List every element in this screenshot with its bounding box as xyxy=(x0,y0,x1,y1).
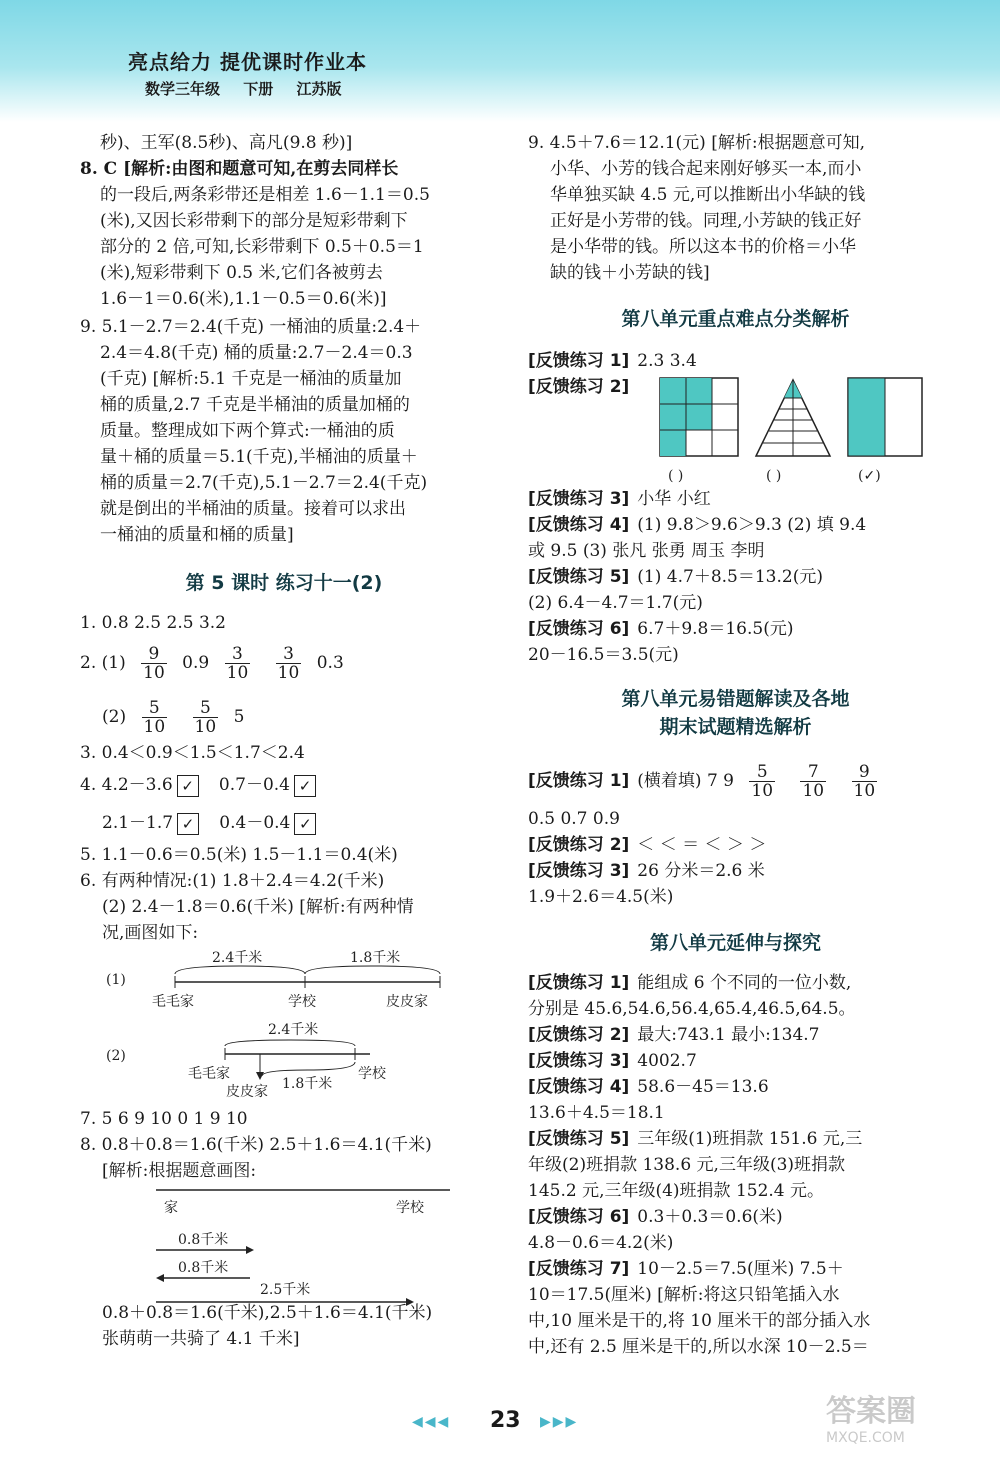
answer-5: 5. 1.1－0.6＝0.5(米) 1.5－1.1＝0.4(米) xyxy=(80,845,398,865)
subtitle-grade: 数学三年级 xyxy=(145,80,221,98)
text-line: (千克) [解析:5.1 千克是一桶油的质量加 xyxy=(100,369,402,389)
subtitle-edition: 江苏版 xyxy=(296,80,342,98)
section-title: 期末试题精选解析 xyxy=(659,716,812,738)
fraction: $\frac{7}{10}$ xyxy=(802,762,825,801)
answer-4-row1: 4. 4.2－3.6 ✓ 0.7－0.4 ✓ xyxy=(80,772,320,798)
section-title: 第八单元延伸与探究 xyxy=(649,932,821,954)
answer-2-part2 xyxy=(102,690,244,744)
text-line: 缺的钱＋小芳缺的钱] xyxy=(550,263,710,283)
svg-text:学校: 学校 xyxy=(396,1200,424,1216)
right-arrows-icon: ▶▶▶ xyxy=(540,1414,579,1430)
answer-1: 1. 0.8 2.5 2.5 3.2 xyxy=(80,613,226,633)
page-header xyxy=(0,0,1000,122)
label: 2. (1) xyxy=(80,653,126,673)
value: 5 xyxy=(233,707,245,727)
text-line: 年级(2)班捐款 138.6 元,三年级(3)班捐款 xyxy=(528,1155,846,1175)
text-line: 正好是小芳带的钱。同理,小芳缺的钱正好 xyxy=(550,211,862,231)
text-line: 质量。整理成如下两个算式:一桶油的质 xyxy=(100,421,395,441)
explore-1: [反馈练习 1] 能组成 6 个不同的一位小数, xyxy=(528,973,852,993)
text-line: 华单独买缺 4.5 元,可以推断出小华缺的钱 xyxy=(550,185,866,205)
section-title: 第八单元重点难点分类解析 xyxy=(621,308,850,330)
text-line: 桶的质量＝2.7(千克),5.1－2.7＝2.4(千克) xyxy=(100,473,428,493)
fraction: $\frac{5}{10}$ xyxy=(143,698,166,737)
label: (2) xyxy=(102,707,127,727)
watermark xyxy=(826,1386,996,1454)
feedback-6: [反馈练习 6] 6.7＋9.8＝16.5(元) xyxy=(528,619,794,639)
text-line: 量＋桶的质量＝5.1(千克),半桶油的质量＋ xyxy=(100,447,418,467)
check-box: ✓ xyxy=(177,775,199,797)
text-line: (米),又因长彩带剩下的部分是短彩带剩下 xyxy=(100,211,408,231)
feedback-5: [反馈练习 5] (1) 4.7＋8.5＝13.2(元) xyxy=(528,567,823,587)
text-line: 桶的质量,2.7 千克是半桶油的质量加桶的 xyxy=(100,395,410,415)
fraction: $\frac{5}{10}$ xyxy=(751,762,774,801)
text-line: 145.2 元,三年级(4)班捐款 152.4 元。 xyxy=(528,1181,825,1201)
svg-text:毛毛家: 毛毛家 xyxy=(188,1066,230,1082)
watermark-url: MXQE.COM xyxy=(826,1430,905,1446)
text-line: 1.6－1＝0.6(米),1.1－0.5＝0.6(米)] xyxy=(100,289,387,309)
text-line: 0.8＋0.8＝1.6(千米),2.5＋1.6＝4.1(千米) xyxy=(102,1303,433,1323)
svg-text:0.8千米: 0.8千米 xyxy=(178,1260,229,1276)
text-line: (2) 6.4－4.7＝1.7(元) xyxy=(528,593,703,613)
book-title: 亮点给力 提优课时作业本 xyxy=(128,50,367,74)
section-title: 第 5 课时 练习十一(2) xyxy=(185,572,383,594)
svg-text:2.4千米: 2.4千米 xyxy=(268,1022,319,1038)
value: 0.3 xyxy=(316,653,344,673)
check-box: ✓ xyxy=(177,813,199,835)
svg-text:学校: 学校 xyxy=(288,994,316,1010)
svg-text:家: 家 xyxy=(164,1200,178,1216)
distance-diagram-2 xyxy=(80,1016,488,1106)
distance-diagram-1 xyxy=(80,944,488,1014)
text-line: 部分的 2 倍,可知,长彩带剩下 0.5＋0.5＝1 xyxy=(100,237,424,257)
text-line: 的一段后,两条彩带还是相差 1.6－1.1＝0.5 xyxy=(100,185,430,205)
text-line: 20－16.5＝3.5(元) xyxy=(528,645,679,665)
feedback-3: [反馈练习 3] 小华 小红 xyxy=(528,489,711,509)
fraction: $\frac{9}{10}$ xyxy=(853,762,876,801)
svg-text:( ): ( ) xyxy=(766,468,782,484)
fraction: $\frac{9}{10}$ xyxy=(143,644,165,683)
feedback-4: [反馈练习 4] (1) 9.8＞9.6＞9.3 (2) 填 9.4 xyxy=(528,515,867,535)
answer-6: 6. 有两种情况:(1) 1.8＋2.4＝4.2(千米) xyxy=(80,871,385,891)
text-line: 0.5 0.7 0.9 xyxy=(528,809,620,829)
text-line: 10＝17.5(厘米) [解析:将这只铅笔插入水 xyxy=(528,1285,840,1305)
svg-text:(✓): (✓) xyxy=(858,468,881,484)
text-line: 13.6＋4.5＝18.1 xyxy=(528,1103,665,1123)
svg-text:2.4千米: 2.4千米 xyxy=(212,950,263,966)
text-line: 分别是 45.6,54.6,56.4,65.4,46.5,64.5。 xyxy=(528,999,856,1019)
text-line: 一桶油的质量和桶的质量] xyxy=(100,525,294,545)
text-line: (米),短彩带剩下 0.5 米,它们各被剪去 xyxy=(100,263,383,283)
value: 0.9 xyxy=(182,653,210,673)
check-box: ✓ xyxy=(294,813,316,835)
text-line: 4.8－0.6＝4.2(米) xyxy=(528,1233,674,1253)
text-line: 或 9.5 (3) 张凡 张勇 周玉 李明 xyxy=(528,541,765,561)
left-arrows-icon: ◀◀◀ xyxy=(412,1414,451,1430)
svg-text:皮皮家: 皮皮家 xyxy=(386,994,428,1010)
explore-5: [反馈练习 5] 三年级(1)班捐款 151.6 元,三 xyxy=(528,1129,863,1149)
text-line: [解析:根据题意画图: xyxy=(102,1161,257,1181)
answer-9-right: 9. 4.5＋7.6＝12.1(元) [解析:根据题意可知, xyxy=(528,133,865,153)
shaded-figures xyxy=(658,376,938,486)
error-feedback-2: [反馈练习 2] ＜ ＜ ＝ ＜ ＞ ＞ xyxy=(528,835,767,855)
text-line: 1.9＋2.6＝4.5(米) xyxy=(528,887,674,907)
section-title: 第八单元易错题解读及各地 xyxy=(621,688,850,710)
fraction: $\frac{3}{10}$ xyxy=(226,644,249,683)
explore-4: [反馈练习 4] 58.6－45＝13.6 xyxy=(528,1077,769,1097)
explore-6: [反馈练习 6] 0.3＋0.3＝0.6(米) xyxy=(528,1207,783,1227)
svg-text:(2): (2) xyxy=(106,1048,126,1064)
answer-8: 8. C [解析:由图和题意可知,在剪去同样长 xyxy=(80,159,399,179)
text-line: 是小华带的钱。所以这本书的价格＝小华 xyxy=(550,237,856,257)
explore-3: [反馈练习 3] 4002.7 xyxy=(528,1051,697,1071)
subtitle-volume: 下册 xyxy=(243,80,274,98)
feedback-1: [反馈练习 1] 2.3 3.4 xyxy=(528,351,697,371)
watermark-logo: 答案圈 xyxy=(826,1394,916,1429)
book-subtitle xyxy=(145,78,360,99)
feedback-2: [反馈练习 2] xyxy=(528,377,630,397)
error-feedback-1: [反馈练习 1] (横着填) 7 9 $\frac{5}{10}$ $\frac{7}{10}$ $\frac{9}{10}$ xyxy=(528,762,876,801)
text-line: (2) 2.4－1.8＝0.6(千米) [解析:有两种情 xyxy=(102,897,414,917)
error-feedback-3: [反馈练习 3] 26 分米＝2.6 米 xyxy=(528,861,765,881)
svg-text:0.8千米: 0.8千米 xyxy=(178,1232,229,1248)
svg-text:(1): (1) xyxy=(106,972,126,988)
text-line: 秒)、王军(8.5秒)、高凡(9.8 秒)] xyxy=(100,133,353,153)
answer-9: 9. 5.1－2.7＝2.4(千克) 一桶油的质量:2.4＋ xyxy=(80,317,422,337)
fraction: $\frac{5}{10}$ xyxy=(194,698,217,737)
svg-text:1.8千米: 1.8千米 xyxy=(350,950,401,966)
answer-8b: 8. 0.8＋0.8＝1.6(千米) 2.5＋1.6＝4.1(千米) xyxy=(80,1135,432,1155)
answer-4-row2: 2.1－1.7 ✓ 0.4－0.4 ✓ xyxy=(102,810,320,836)
explore-2: [反馈练习 2] 最大:743.1 最小:134.7 xyxy=(528,1025,820,1045)
svg-text:毛毛家: 毛毛家 xyxy=(152,994,194,1010)
fraction: $\frac{3}{10}$ xyxy=(277,644,300,683)
svg-text:1.8千米: 1.8千米 xyxy=(282,1076,333,1092)
text-line: 张萌萌一共骑了 4.1 千米] xyxy=(102,1329,300,1349)
svg-text:学校: 学校 xyxy=(358,1066,386,1082)
page-number: 23 xyxy=(490,1408,521,1433)
text-line: 就是倒出的半桶油的质量。接着可以求出 xyxy=(100,499,406,519)
explore-7: [反馈练习 7] 10－2.5＝7.5(厘米) 7.5＋ xyxy=(528,1259,844,1279)
text-line: 中,还有 2.5 厘米是干的,所以水深 10－2.5＝ xyxy=(528,1337,869,1357)
answer-7: 7. 5 6 9 10 0 1 9 10 xyxy=(80,1109,248,1129)
text-line: 2.4＝4.8(千克) 桶的质量:2.7－2.4＝0.3 xyxy=(100,343,413,363)
svg-text:2.5千米: 2.5千米 xyxy=(260,1282,311,1298)
answer-3: 3. 0.4＜0.9＜1.5＜1.7＜2.4 xyxy=(80,743,305,763)
text-line: 况,画图如下: xyxy=(102,923,199,943)
svg-text:皮皮家: 皮皮家 xyxy=(226,1084,268,1100)
svg-text:( ): ( ) xyxy=(668,468,684,484)
answer-2-part1 xyxy=(80,636,344,690)
check-box: ✓ xyxy=(294,775,316,797)
text-line: 小华、小芳的钱合起来刚好够买一本,而小 xyxy=(550,159,862,179)
text-line: 中,10 厘米是干的,将 10 厘米干的部分插入水 xyxy=(528,1311,871,1331)
